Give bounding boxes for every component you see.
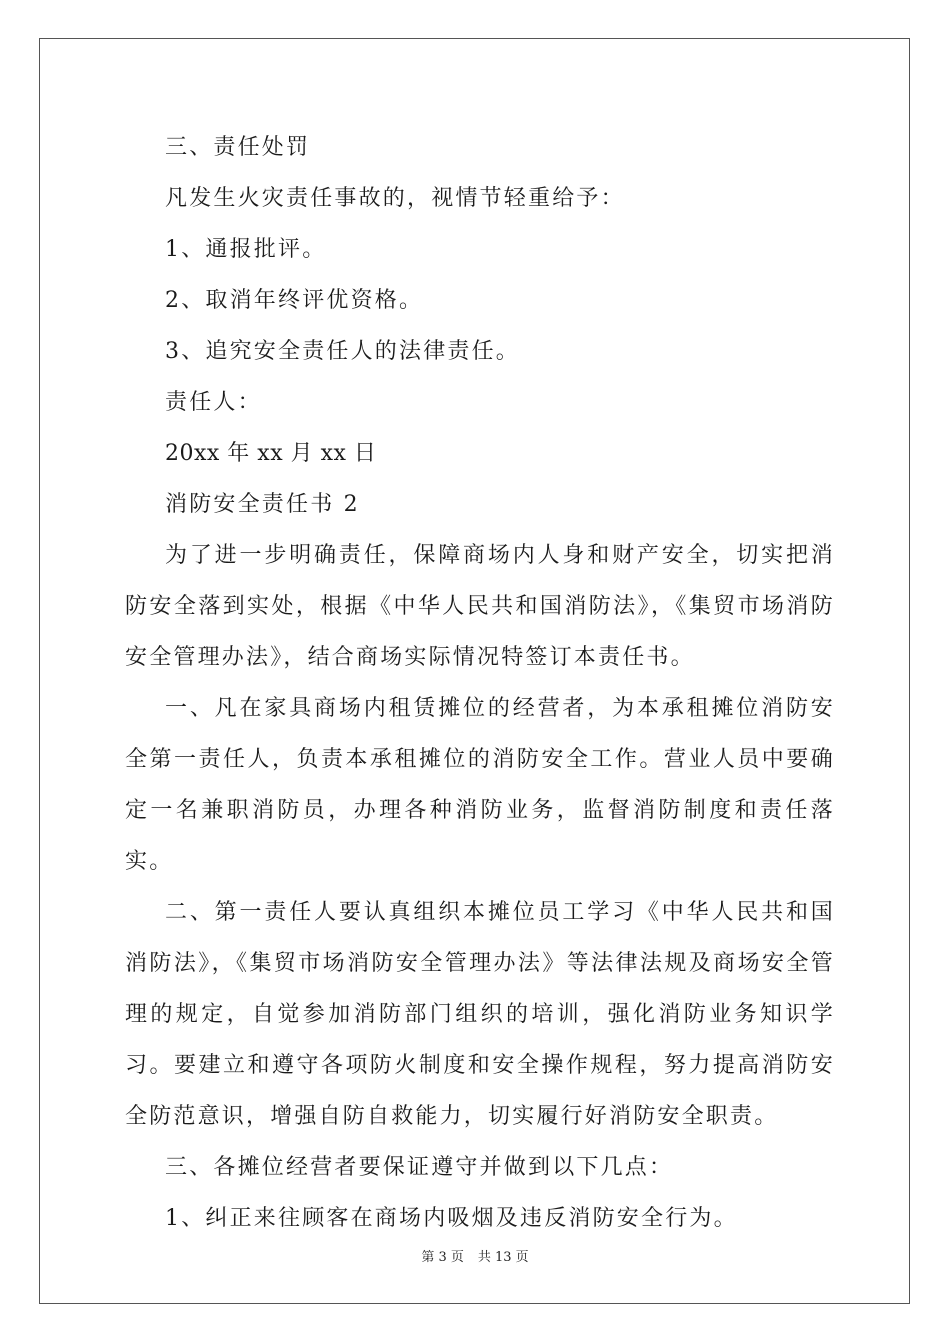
document-title: 消防安全责任书 2: [165, 492, 360, 517]
paragraph-clause-3: 三、各摊位经营者要保证遵守并做到以下几点：: [165, 1155, 674, 1180]
page-footer: [0, 1246, 950, 1265]
section-heading-penalty: 三、责任处罚: [165, 135, 311, 160]
document-body: [125, 122, 835, 1244]
penalty-intro: 凡发生火灾责任事故的，视情节轻重给予：: [165, 186, 625, 211]
page-total: 共 13 页: [477, 1250, 529, 1265]
penalty-item-1: 1、通报批评。: [165, 237, 327, 262]
penalty-item-3: 3、追究安全责任人的法律责任。: [165, 339, 520, 364]
paragraph-clause-1: 一、凡在家具商场内租赁摊位的经营者，为本承租摊位消防安全第一责任人，负责本承租摊位的消防安全工作。营业人员中要确定一名兼职消防员，办理各种消防业务，监督消防制度和责任落实。: [125, 696, 835, 874]
paragraph-clause-3-item-1: 1、纠正来往顾客在商场内吸烟及违反消防安全行为。: [165, 1206, 738, 1231]
date-line: 20xx 年 xx 月 xx 日: [165, 441, 377, 466]
penalty-item-2: 2、取消年终评优资格。: [165, 288, 424, 313]
paragraph-purpose: 为了进一步明确责任，保障商场内人身和财产安全，切实把消防安全落到实处，根据《中华人民共和国消防法》，《集贸市场消防安全管理办法》，结合商场实际情况特签订本责任书。: [125, 543, 835, 670]
page-number: 第 3 页: [421, 1250, 464, 1265]
responsible-person-label: 责任人：: [165, 390, 262, 415]
paragraph-clause-2: 二、第一责任人要认真组织本摊位员工学习《中华人民共和国消防法》，《集贸市场消防安全管理办法》等法律法规及商场安全管理的规定，自觉参加消防部门组织的培训，强化消防业务知识学习。要建立和遵守各项防火制度和安全操作规程，努力提高消防安全防范意识，增强自防自救能力，切实履行好消防安全职责。: [125, 900, 835, 1129]
